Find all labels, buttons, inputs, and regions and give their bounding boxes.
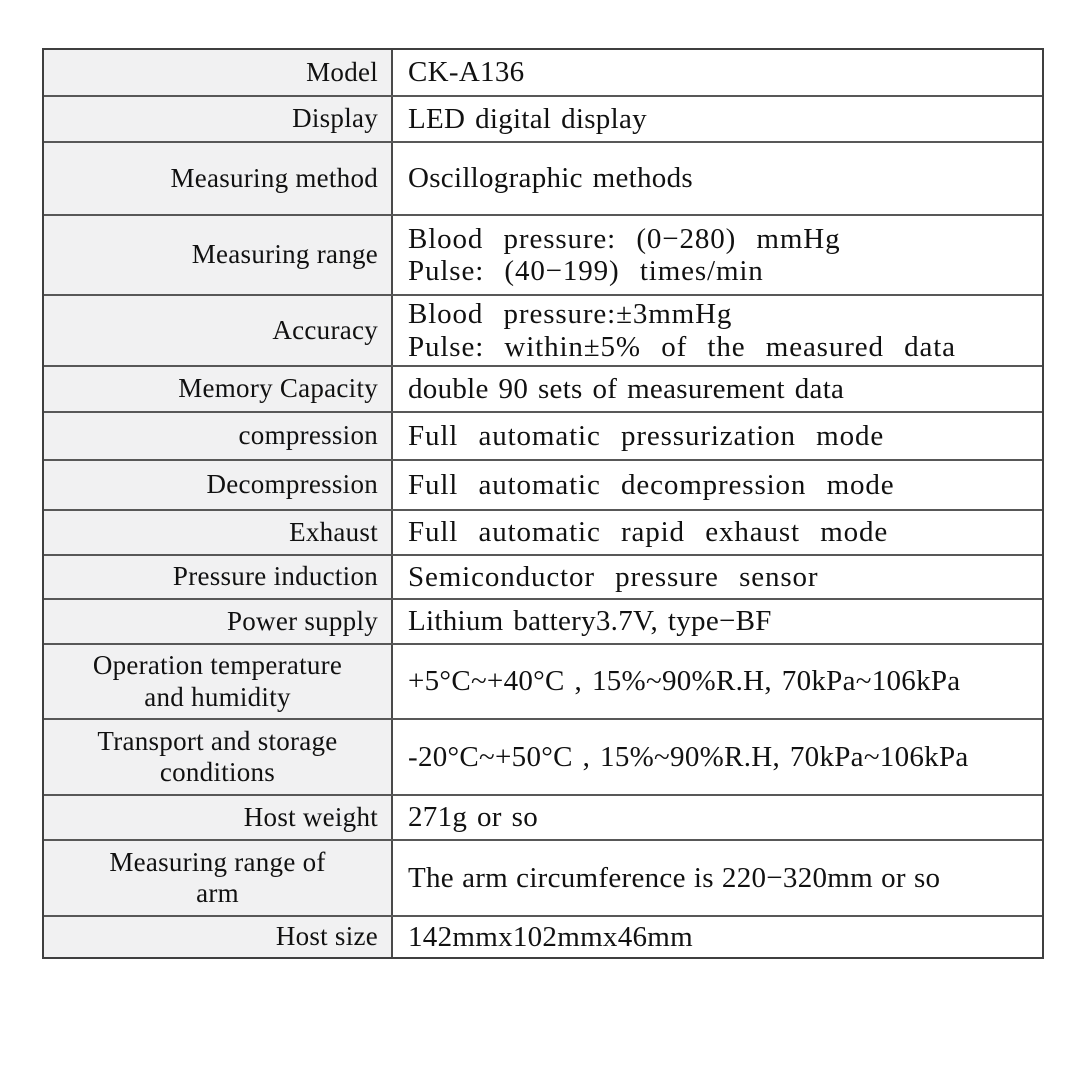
spec-label: Power supply (44, 600, 393, 643)
spec-label: Model (44, 50, 393, 95)
spec-row (44, 600, 1042, 645)
spec-row (44, 97, 1042, 143)
spec-row (44, 556, 1042, 600)
spec-row (44, 841, 1042, 917)
specification-table (42, 48, 1044, 959)
spec-value: double 90 sets of measurement data (393, 367, 1042, 411)
spec-value: 271g or so (393, 796, 1042, 839)
spec-label: Operation temperature and humidity (44, 645, 393, 718)
spec-row (44, 296, 1042, 367)
spec-label: Accuracy (44, 296, 393, 365)
spec-label: compression (44, 413, 393, 459)
spec-value: Lithium battery3.7V, type−BF (393, 600, 1042, 643)
spec-value: Full automatic rapid exhaust mode (393, 511, 1042, 554)
spec-label: Display (44, 97, 393, 141)
spec-label: Transport and storage conditions (44, 720, 393, 794)
spec-label: Host weight (44, 796, 393, 839)
spec-value: Blood pressure: (0−280) mmHg Pulse: (40−199) times/min (393, 216, 1042, 294)
spec-row (44, 796, 1042, 841)
spec-label: Measuring range of arm (44, 841, 393, 915)
spec-label: Decompression (44, 461, 393, 509)
spec-value: +5°C~+40°C , 15%~90%R.H, 70kPa~106kPa (393, 645, 1042, 718)
spec-row (44, 50, 1042, 97)
spec-row (44, 645, 1042, 720)
spec-value: CK-A136 (393, 50, 1042, 95)
spec-row (44, 511, 1042, 556)
spec-row (44, 461, 1042, 511)
spec-value: Full automatic pressurization mode (393, 413, 1042, 459)
spec-value: The arm circumference is 220−320mm or so (393, 841, 1042, 915)
spec-value: Full automatic decompression mode (393, 461, 1042, 509)
spec-row (44, 143, 1042, 216)
spec-label: Measuring range (44, 216, 393, 294)
spec-row (44, 413, 1042, 461)
spec-label: Pressure induction (44, 556, 393, 598)
spec-label: Exhaust (44, 511, 393, 554)
spec-value: -20°C~+50°C , 15%~90%R.H, 70kPa~106kPa (393, 720, 1042, 794)
spec-value: LED digital display (393, 97, 1042, 141)
spec-value: Oscillographic methods (393, 143, 1042, 214)
spec-label: Measuring method (44, 143, 393, 214)
spec-row (44, 720, 1042, 796)
spec-row (44, 216, 1042, 296)
spec-value: Blood pressure:±3mmHg Pulse: within±5% of the measured data (393, 296, 1042, 365)
spec-label: Memory Capacity (44, 367, 393, 411)
spec-row (44, 367, 1042, 413)
spec-row (44, 917, 1042, 957)
spec-label: Host size (44, 917, 393, 957)
spec-value: Semiconductor pressure sensor (393, 556, 1042, 598)
spec-value: 142mmx102mmx46mm (393, 917, 1042, 957)
